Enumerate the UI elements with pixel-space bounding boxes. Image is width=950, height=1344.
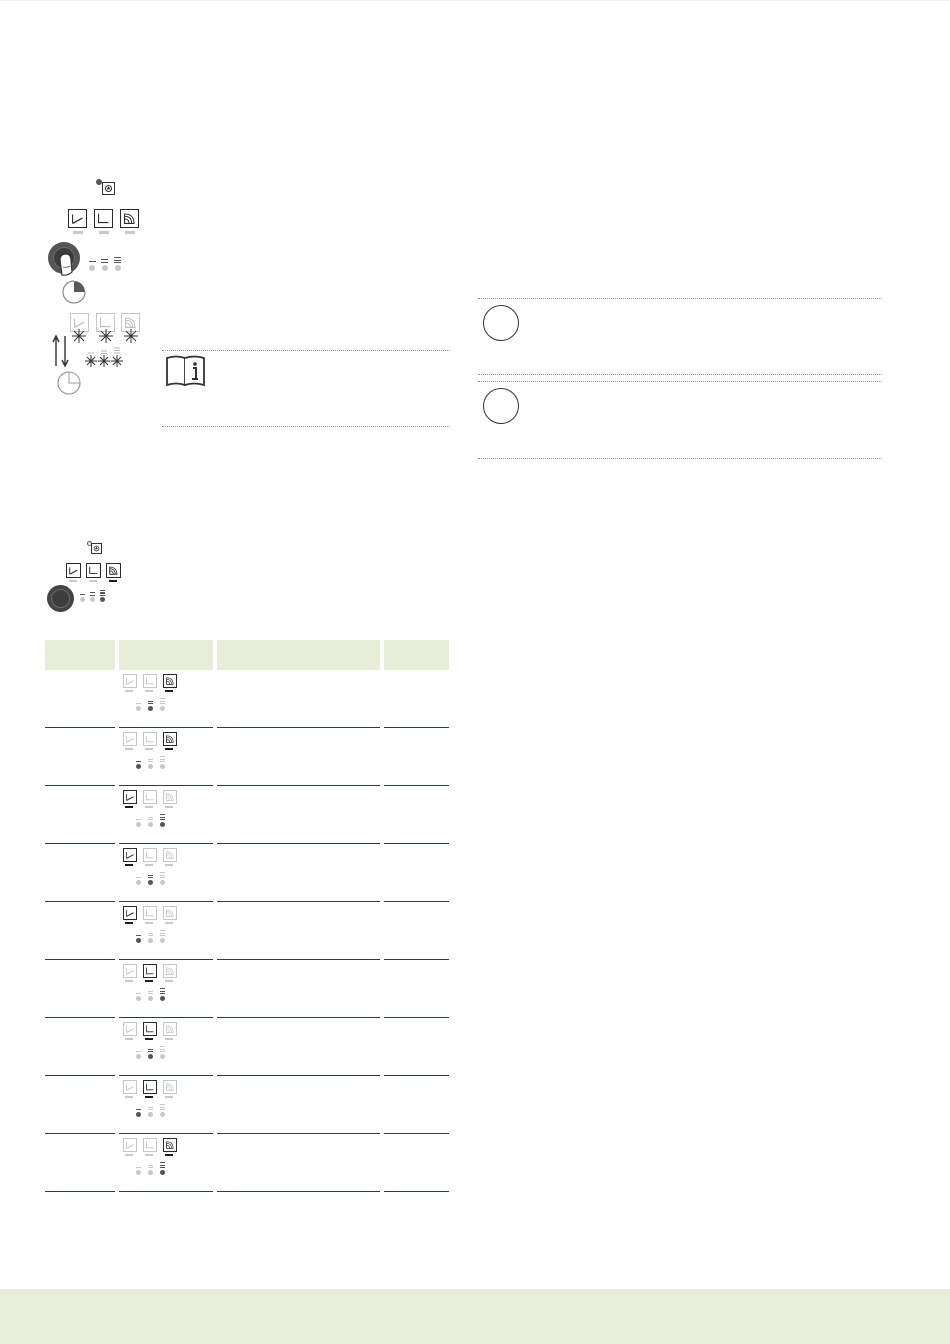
row-wave-tab xyxy=(165,748,173,750)
row-level-3-bar xyxy=(160,1051,165,1052)
row-ramp-icon xyxy=(123,848,137,862)
table-row-rule xyxy=(384,959,449,960)
row-ramp-icon xyxy=(123,790,137,804)
row-flat-icon xyxy=(143,964,157,978)
circle-marker-2 xyxy=(483,388,519,424)
row-level-2-bar xyxy=(148,993,153,994)
level-2-bar-a xyxy=(90,592,95,593)
table-row-rule xyxy=(45,785,115,786)
circle-marker-1 xyxy=(483,305,519,341)
row-flat-tab xyxy=(145,1154,153,1156)
row-level-3-dot xyxy=(160,822,165,827)
ramp-icon[interactable] xyxy=(68,209,87,228)
row-level-3-bar xyxy=(160,701,165,702)
row-level-1-dot xyxy=(136,938,141,943)
table-row-rule xyxy=(384,785,449,786)
row-level-2-dot xyxy=(148,1054,153,1059)
timer-blink-icon xyxy=(54,368,84,398)
row-wave-icon xyxy=(163,1022,177,1036)
row-wave-tab xyxy=(165,1154,173,1156)
table-row-rule xyxy=(384,1075,449,1076)
row-level-2-bar xyxy=(148,877,153,878)
row-ramp-tab xyxy=(125,980,133,982)
row-flat-icon xyxy=(143,848,157,862)
col-header-1 xyxy=(45,640,115,670)
row-level-3-dot xyxy=(160,1112,165,1117)
table-row-rule xyxy=(119,1075,213,1076)
flat-icon[interactable] xyxy=(86,563,101,578)
row-level-1-bar xyxy=(136,993,141,994)
row-flat-tab xyxy=(145,1038,153,1040)
row-level-2-dot xyxy=(148,880,153,885)
row-level-3-dot xyxy=(160,1170,165,1175)
row-level-1-dot xyxy=(136,880,141,885)
marker1-top-rule xyxy=(478,298,882,299)
row-level-3-dot xyxy=(160,880,165,885)
row-level-1-dot xyxy=(136,1054,141,1059)
col-header-4 xyxy=(384,640,449,670)
level-2-bar-a xyxy=(101,259,108,260)
row-ramp-icon xyxy=(123,732,137,746)
row-flat-icon xyxy=(143,1080,157,1094)
row-level-3-bar xyxy=(160,993,165,994)
row-level-1-bar xyxy=(136,1051,141,1052)
row-level-1-dot xyxy=(136,822,141,827)
row-level-2-dot xyxy=(148,706,153,711)
row-level-2-dot xyxy=(148,1112,153,1117)
table-row-rule xyxy=(217,843,380,844)
row-wave-icon xyxy=(163,1080,177,1094)
level-3-bar-c xyxy=(114,262,121,263)
row-level-1-dot xyxy=(136,1112,141,1117)
row-wave-icon xyxy=(163,732,177,746)
level-1-dot xyxy=(89,265,95,271)
row-wave-icon xyxy=(163,790,177,804)
table-row-rule xyxy=(217,1017,380,1018)
row-level-1-bar xyxy=(136,819,141,820)
table-row-rule xyxy=(119,901,213,902)
level-1-bar xyxy=(80,594,85,595)
table-row-rule xyxy=(45,1075,115,1076)
row-ramp-icon xyxy=(123,1080,137,1094)
row-ramp-icon xyxy=(123,964,137,978)
row-wave-tab xyxy=(165,922,173,924)
row-level-1-dot xyxy=(136,706,141,711)
marker1-bottom-rule xyxy=(478,374,882,375)
row-ramp-icon xyxy=(123,674,137,688)
row-level-3-bar xyxy=(160,933,165,934)
row-ramp-icon xyxy=(123,1138,137,1152)
marker2-bottom-rule xyxy=(478,458,882,459)
row-level-1-bar xyxy=(136,761,141,762)
level-2-dot xyxy=(102,265,108,271)
manual-info-icon xyxy=(164,354,208,388)
flat-icon[interactable] xyxy=(94,209,113,228)
row-flat-tab xyxy=(145,922,153,924)
row-level-3-dot xyxy=(160,938,165,943)
row-level-3-bar xyxy=(160,1104,165,1105)
row-flat-icon xyxy=(143,732,157,746)
row-level-3-bar xyxy=(160,1165,165,1166)
row-ramp-icon xyxy=(123,1022,137,1036)
row-level-2-bar xyxy=(148,819,153,820)
level-3-bar-b xyxy=(114,260,121,261)
ramp-tab xyxy=(73,231,83,234)
row-wave-tab xyxy=(165,806,173,808)
row-flat-tab xyxy=(145,980,153,982)
flat-tab xyxy=(99,231,109,234)
row-level-2-bar xyxy=(148,1049,153,1050)
wave-icon[interactable] xyxy=(106,563,121,578)
row-level-2-dot xyxy=(148,822,153,827)
row-level-2-bar xyxy=(148,991,153,992)
row-level-3-bar xyxy=(160,872,165,873)
row-level-3-bar xyxy=(160,1167,165,1168)
row-level-2-dot xyxy=(148,1170,153,1175)
table-row-rule xyxy=(217,1075,380,1076)
row-level-3-bar xyxy=(160,761,165,762)
table-row-rule xyxy=(217,727,380,728)
row-level-1-bar xyxy=(136,1109,141,1110)
row-ramp-tab xyxy=(125,1096,133,1098)
row-level-2-bar xyxy=(148,701,153,702)
row-flat-icon xyxy=(143,1022,157,1036)
lock-icon[interactable] xyxy=(102,182,115,195)
wave-icon[interactable] xyxy=(120,209,139,228)
row-level-2-bar xyxy=(148,759,153,760)
level-3-bar-b xyxy=(100,592,105,593)
table-row-rule xyxy=(217,901,380,902)
level-2-dot xyxy=(90,597,95,602)
row-ramp-tab xyxy=(125,748,133,750)
level-1-bar xyxy=(89,261,96,262)
table-row-rule xyxy=(119,959,213,960)
finger-press-icon xyxy=(50,248,84,282)
row-level-1-bar xyxy=(136,1167,141,1168)
table-row-rule xyxy=(384,1133,449,1134)
row-wave-tab xyxy=(165,864,173,866)
row-level-3-bar xyxy=(160,935,165,936)
level-3-bar-c xyxy=(100,595,105,596)
row-wave-icon xyxy=(163,848,177,862)
row-level-2-dot xyxy=(148,764,153,769)
table-row-rule xyxy=(119,1017,213,1018)
table-row-rule xyxy=(119,727,213,728)
row-level-2-dot xyxy=(148,938,153,943)
table-row-rule xyxy=(384,1191,449,1192)
row-flat-tab xyxy=(145,1096,153,1098)
row-ramp-icon xyxy=(123,906,137,920)
table-row-rule xyxy=(45,901,115,902)
row-level-3-bar xyxy=(160,819,165,820)
row-level-3-bar xyxy=(160,877,165,878)
row-level-3-bar xyxy=(160,756,165,757)
row-flat-icon xyxy=(143,790,157,804)
table-row-rule xyxy=(384,1017,449,1018)
table-row-rule xyxy=(217,1191,380,1192)
row-level-3-dot xyxy=(160,764,165,769)
row-level-3-bar xyxy=(160,817,165,818)
row-level-3-dot xyxy=(160,996,165,1001)
row-wave-icon xyxy=(163,964,177,978)
table-row-rule xyxy=(45,959,115,960)
row-flat-tab xyxy=(145,806,153,808)
row-flat-icon xyxy=(143,674,157,688)
row-wave-tab xyxy=(165,1038,173,1040)
row-level-1-bar xyxy=(136,877,141,878)
row-level-3-bar xyxy=(160,698,165,699)
level-3-dot-active xyxy=(100,597,105,602)
table-row-rule xyxy=(45,1191,115,1192)
row-level-3-bar xyxy=(160,759,165,760)
row-wave-tab xyxy=(165,1096,173,1098)
row-flat-tab xyxy=(145,864,153,866)
table-row-rule xyxy=(45,727,115,728)
page-footer xyxy=(0,1289,950,1344)
row-wave-tab xyxy=(165,690,173,692)
row-wave-icon xyxy=(163,674,177,688)
wave-tab xyxy=(125,231,135,234)
row-level-3-dot xyxy=(160,706,165,711)
row-level-2-bar xyxy=(148,1107,153,1108)
note-top-rule xyxy=(162,350,450,351)
row-level-1-dot xyxy=(136,1170,141,1175)
table-row-rule xyxy=(119,843,213,844)
col-header-2 xyxy=(119,640,213,670)
row-level-3-bar xyxy=(160,703,165,704)
bottom-panel xyxy=(44,538,144,618)
level-2-bar-b xyxy=(101,262,108,263)
table-row-rule xyxy=(45,1133,115,1134)
row-level-3-bar xyxy=(160,814,165,815)
row-level-1-bar xyxy=(136,935,141,936)
table-row-rule xyxy=(384,901,449,902)
row-level-3-bar xyxy=(160,1046,165,1047)
row-level-3-bar xyxy=(160,988,165,989)
table-row-rule xyxy=(217,785,380,786)
row-level-2-bar xyxy=(148,817,153,818)
level-3-dot xyxy=(115,265,121,271)
row-flat-icon xyxy=(143,906,157,920)
row-ramp-tab xyxy=(125,806,133,808)
row-wave-icon xyxy=(163,1138,177,1152)
col-header-3 xyxy=(217,640,380,670)
row-level-3-bar xyxy=(160,875,165,876)
row-level-3-bar xyxy=(160,1107,165,1108)
table-row-rule xyxy=(119,1191,213,1192)
flat-tab xyxy=(89,580,97,582)
ramp-tab xyxy=(69,580,77,582)
row-wave-icon xyxy=(163,906,177,920)
row-level-3-dot xyxy=(160,1054,165,1059)
row-level-2-bar xyxy=(148,1051,153,1052)
marker2-top-rule xyxy=(478,381,882,382)
level-1-dot xyxy=(80,597,85,602)
table-row-rule xyxy=(217,1133,380,1134)
row-ramp-tab xyxy=(125,922,133,924)
up-down-arrows-icon xyxy=(50,334,72,368)
row-level-2-bar xyxy=(148,935,153,936)
level-3-bar-a xyxy=(114,257,121,258)
table-row-rule xyxy=(384,843,449,844)
row-level-3-bar xyxy=(160,930,165,931)
row-level-3-bar xyxy=(160,1109,165,1110)
row-ramp-tab xyxy=(125,864,133,866)
wave-tab-active xyxy=(109,580,117,582)
row-wave-tab xyxy=(165,980,173,982)
blink-stars-levels xyxy=(82,344,132,370)
blink-stars-modes xyxy=(68,328,148,344)
note-bottom-rule xyxy=(162,426,450,427)
table-row-rule xyxy=(119,1133,213,1134)
row-level-3-bar xyxy=(160,991,165,992)
level-3-bar-a xyxy=(100,590,105,591)
row-level-3-bar xyxy=(160,1049,165,1050)
row-level-2-bar xyxy=(148,761,153,762)
top-rule xyxy=(0,0,950,1)
ramp-icon[interactable] xyxy=(66,563,81,578)
row-flat-tab xyxy=(145,748,153,750)
row-level-1-dot xyxy=(136,996,141,1001)
row-level-2-dot xyxy=(148,996,153,1001)
table-row-rule xyxy=(384,727,449,728)
top-panel xyxy=(40,170,160,400)
row-level-1-bar xyxy=(136,703,141,704)
row-ramp-tab xyxy=(125,1154,133,1156)
row-level-2-bar xyxy=(148,1167,153,1168)
table-row-rule xyxy=(45,843,115,844)
table-row-rule xyxy=(45,1017,115,1018)
row-ramp-tab xyxy=(125,1038,133,1040)
row-level-2-bar xyxy=(148,875,153,876)
timer-icon xyxy=(60,278,88,306)
row-level-2-bar xyxy=(148,703,153,704)
lock-icon[interactable] xyxy=(91,543,102,554)
row-flat-icon xyxy=(143,1138,157,1152)
control-knob-face xyxy=(51,589,70,608)
table-row-rule xyxy=(119,785,213,786)
row-level-2-bar xyxy=(148,1109,153,1110)
row-flat-tab xyxy=(145,690,153,692)
row-level-3-bar xyxy=(160,1162,165,1163)
level-2-bar-b xyxy=(90,595,95,596)
row-ramp-tab xyxy=(125,690,133,692)
row-level-1-dot xyxy=(136,764,141,769)
row-level-2-bar xyxy=(148,1165,153,1166)
row-level-2-bar xyxy=(148,933,153,934)
table-row-rule xyxy=(217,959,380,960)
